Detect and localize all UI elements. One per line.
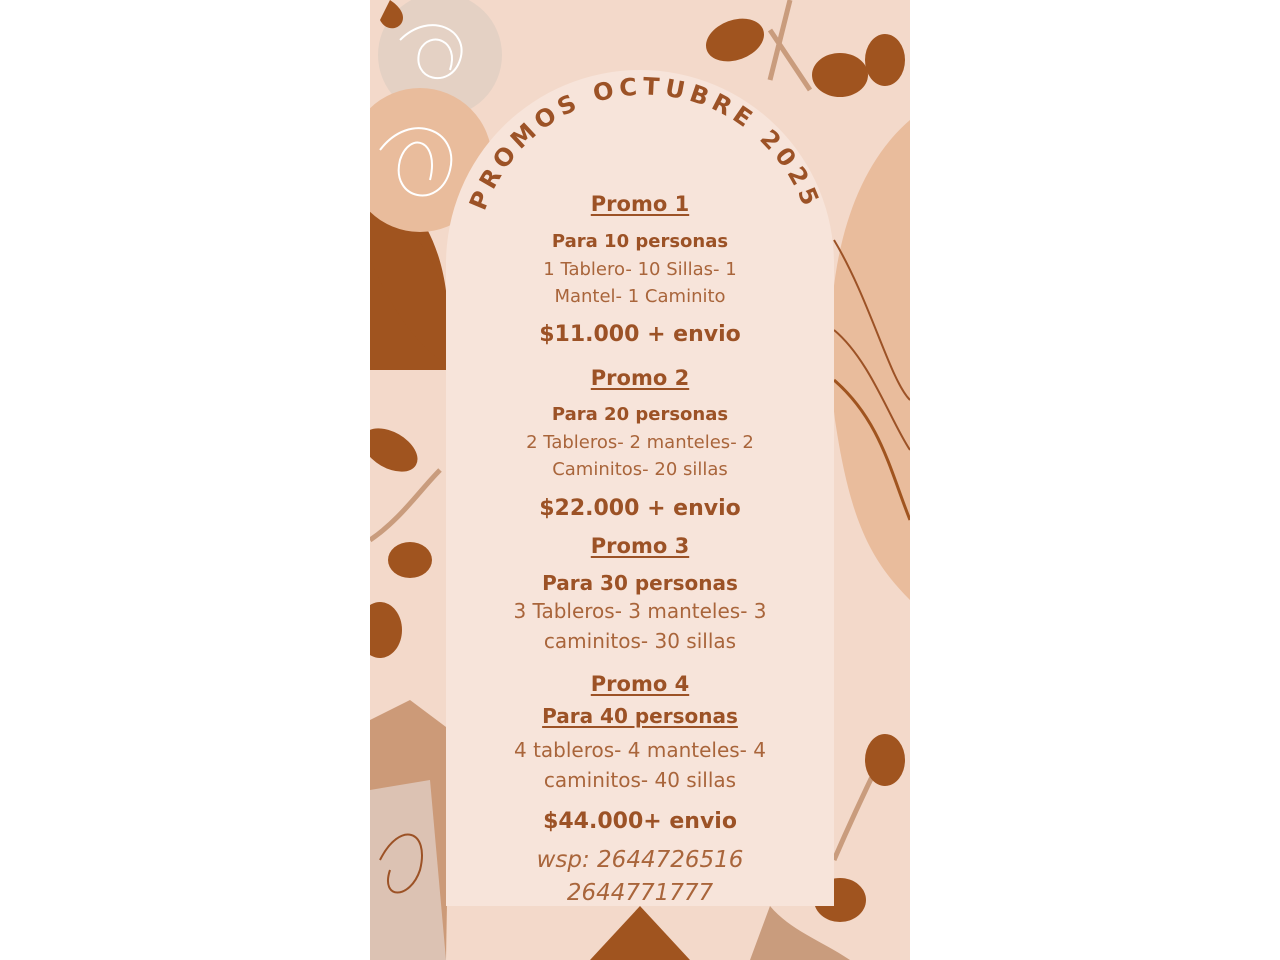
promo-2-item-line: 2 Tableros- 2 manteles- 2 [526, 432, 754, 453]
promo-3-heading: Promo 3 [590, 534, 690, 558]
promo-2-items [446, 429, 834, 483]
promo-4-persons: Para 40 personas [542, 704, 738, 728]
promo-4-heading: Promo 4 [590, 672, 690, 696]
promo-2-heading: Promo 2 [590, 366, 690, 390]
promo-4-item-line: 4 tableros- 4 manteles- 4 [514, 738, 766, 762]
promo-1-heading: Promo 1 [590, 192, 690, 216]
promo-4-price: $44.000+ envio [543, 809, 737, 834]
promo-4-items [446, 735, 834, 795]
promo-1-items [446, 256, 834, 310]
promo-1-persons: Para 10 personas [551, 231, 729, 252]
promo-4-item-line: caminitos- 40 sillas [543, 768, 737, 792]
contact-info [446, 844, 834, 910]
promo-1-item-line: Mantel- 1 Caminito [554, 286, 726, 307]
promo-2-item-line: Caminitos- 20 sillas [552, 459, 728, 480]
promo-3-item-line: caminitos- 30 sillas [543, 629, 737, 653]
promo-poster [370, 0, 910, 960]
contact-whatsapp: wsp: 2644726516 [536, 847, 744, 873]
promo-2-persons: Para 20 personas [551, 404, 729, 425]
contact-phone: 2644771777 [566, 880, 714, 906]
promo-3-persons: Para 30 personas [542, 571, 738, 595]
promo-3-item-line: 3 Tableros- 3 manteles- 3 [513, 599, 767, 623]
promo-2-price: $22.000 + envio [539, 496, 741, 521]
poster-title: PROMOS OCTUBRE 2025 [463, 72, 827, 214]
promo-1-price: $11.000 + envio [539, 322, 741, 347]
promo-1-item-line: 1 Tablero- 10 Sillas- 1 [543, 259, 737, 280]
promo-3-items [446, 596, 834, 656]
